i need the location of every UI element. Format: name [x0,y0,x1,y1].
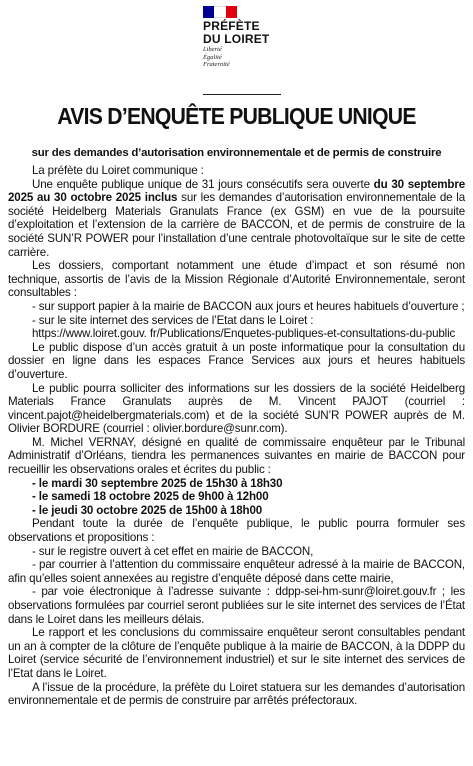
contacts-paragraph: Le public pourra solliciter des informations sur les dossiers de la société Heidelberg Materials France Granulats auprès de M. Vincent PAJOT (courriel : vincent.pajot@heidelbergmaterials.com) et de la société SUN’R POWER auprès de M. Olivier BORDURE (courriel : olivier.bordure@sunr.com). [8,381,465,436]
intro-paragraph: La préfète du Loiret communique : [32,164,204,177]
enquiry-paragraph [8,178,465,260]
enquiry-text-start: Une enquête publique unique de 31 jours consécutifs sera ouverte [32,177,374,191]
consultation-website: - sur le site internet des services de l’Etat dans le Loiret : [32,313,314,327]
notice-subtitle: sur des demandes d’autorisation environnementale et de permis de construire [31,147,442,159]
enquiry-text-end: sur les demandes d’autorisation environnementale de la société Heidelberg Materials Granulats France (ex GSM) en vue de la poursuite d’exploitation et l’extension de la carrière de BACCON, et de permis de construire de la société SUN’R POWER pour l’installation d’une centrale photovoltaïque sur le site de cette carrière. [8,191,465,259]
closing-paragraph: A l’issue de la procédure, la préfète du Loiret statuera sur les demandes d’autorisation environnementale et de permis de construire par arrêtés préfectoraux. [8,680,465,708]
flag-white-stripe [214,6,225,18]
observation-mail: - par courrier à l’attention du commissaire enquêteur adressé à la mairie de BACCON, afin qu’elles soient annexées au registre d’enquête déposé dans cette mairie, [8,558,465,585]
observation-register: - sur le registre ouvert à cet effet en mairie de BACCON, [32,544,314,558]
notice-title: AVIS D’ENQUÊTE PUBLIQUE UNIQUE [57,103,416,129]
permanence-date-1: - le mardi 30 septembre 2025 de 15h30 à 18h30 [32,476,283,490]
commissioner-paragraph: M. Michel VERNAY, désigné en qualité de commissaire enquêteur par le Tribunal Administratif d’Orléans, tiendra les permanences suivantes en mairie de BACCON pour recueillir les observations orales et écrites du public : [8,435,465,477]
republic-motto: Liberté Égalité Fraternité [203,46,230,68]
permanence-date-2: - le samedi 18 octobre 2025 de 9h00 à 12h00 [32,490,269,504]
flag-red-stripe [226,6,237,18]
observations-paragraph: Pendant toute la durée de l’enquête publique, le public pourra formuler ses observations et propositions : [8,517,465,545]
flag-blue-stripe [203,6,214,18]
report-paragraph: Le rapport et les conclusions du commissaire enquêteur seront consultables pendant un an à compter de la clôture de l’enquête publique à la mairie de BACCON, à la DDPP du Loiret (service sécurité de l’environnement industriel) et sur le site internet des services de l’Etat dans le Loiret. [8,626,465,680]
header [0,0,473,88]
observation-email: - par voie électronique à l’adresse suivante : ddpp-sei-hm-sunr@loiret.gouv.fr ; les observations formulées par courriel seront publiées sur le site internet des services de l’État dans le Loiret dans les meilleurs délais. [8,585,465,626]
prefecture-name: PRÉFÈTE DU LOIRET [203,19,270,46]
permanence-date-3: - le jeudi 30 octobre 2025 de 15h00 à 18h00 [32,503,263,517]
website-url: https://www.loiret.gouv. fr/Publications/Enquetes-publiques-et-consultations-du-public [32,327,456,341]
header-divider [203,94,281,95]
consultation-paper: - sur support papier à la mairie de BACCON aux jours et heures habituels d’ouverture ; [32,299,465,313]
enquiry-dates: du 30 septembre 2025 au 30 octobre 2025 inclus [8,177,466,205]
france-services-paragraph: Le public dispose d’un accès gratuit à un poste informatique pour la consultation du dossier en ligne dans les espaces France Services aux jours et heures habituels d’ouverture. [8,340,465,381]
marianne-flag-icon [203,6,237,18]
notice-body [8,164,465,708]
documents-paragraph: Les dossiers, comportant notamment une étude d’impact et son résumé non technique, assortis de l’avis de la Mission Régionale d’Autorité Environnementale, seront consultables : [8,259,465,300]
